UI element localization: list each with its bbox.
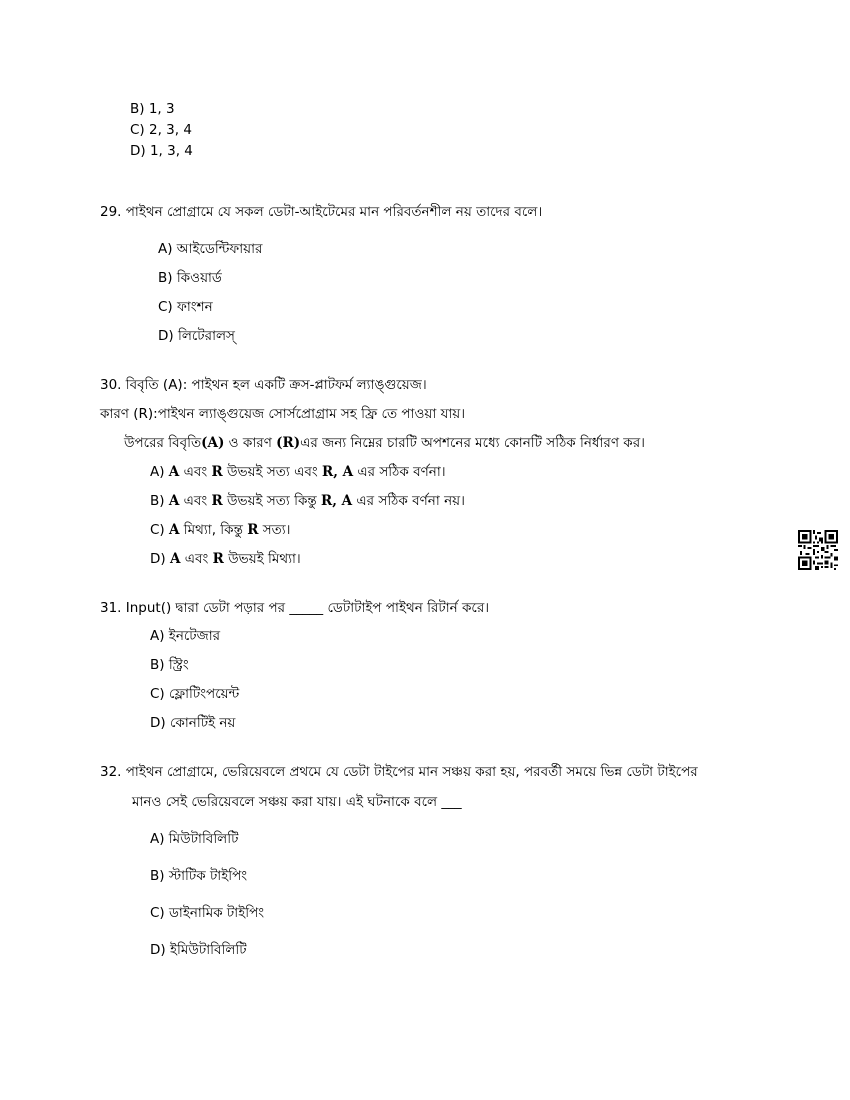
q31-option-d: D) কোনটিই নয়: [150, 715, 236, 731]
q30-instruction: উপরের বিবৃতি(A) ও কারণ (R)এর জন্য নিম্নের চারটি অপশনের মধ্যে কোনটি সঠিক নির্ধারণ কর।: [124, 435, 645, 451]
q28-option-c: C) 2, 3, 4: [130, 122, 192, 138]
q30-assertion: 30. বিবৃতি (A): পাইথন হল একটি ক্রস-প্লাটফর্ম ল্যাঙ্গুয়েজ।: [100, 377, 427, 393]
q30-option-c: C) A মিথ্যা, কিন্তু R সত্য।: [150, 522, 291, 538]
qr-code-icon: [798, 530, 838, 570]
q32-option-d: D) ইমিউটাবিলিটি: [150, 942, 247, 958]
q29-option-c: C) ফাংশন: [158, 299, 213, 315]
q31-stem: 31. Input() দ্বারা ডেটা পড়ার পর _____ ডেটাটাইপ পাইথন রিটার্ন করে।: [100, 600, 490, 616]
q31-option-b: B) স্ট্রিং: [150, 657, 189, 673]
q30-option-b: B) A এবং R উভয়ই সত্য কিন্তু R, A এর সঠিক বর্ণনা নয়।: [150, 493, 465, 509]
q31-option-c: C) ফ্লোটিংপয়েন্ট: [150, 686, 240, 702]
q32-option-b: B) স্টাটিক টাইপিং: [150, 868, 248, 884]
q28-option-b: B) 1, 3: [130, 101, 175, 117]
q29-option-b: B) কিওয়ার্ড: [158, 270, 222, 286]
q29-stem: 29. পাইথন প্রোগ্রামে যে সকল ডেটা-আইটেমের মান পরিবর্তনশীল নয় তাদের বলে।: [100, 204, 543, 220]
q29-option-a: A) আইডেন্টিফায়ার: [158, 241, 263, 257]
q28-option-d: D) 1, 3, 4: [130, 143, 193, 159]
q32-stem-line2: মানও সেই ভেরিয়েবলে সঞ্চয় করা যায়। এই ঘটনাকে বলে ___: [132, 794, 462, 810]
q32-option-c: C) ডাইনামিক টাইপিং: [150, 905, 265, 921]
q30-reason: কারণ (R):পাইথন ল্যাঙ্গুয়েজ সোর্সপ্রোগ্রাম সহ ফ্রি তে পাওয়া যায়।: [100, 406, 466, 422]
q32-stem-line1: 32. পাইথন প্রোগ্রামে, ভেরিয়েবলে প্রথমে যে ডেটা টাইপের মান সঞ্চয় করা হয়, পরবর্তী সময়ে ভিন্ন ডেটা টাইপের: [100, 764, 698, 780]
q31-option-a: A) ইনটেজার: [150, 628, 221, 644]
q30-option-a: A) A এবং R উভয়ই সত্য এবং R, A এর সঠিক বর্ণনা।: [150, 464, 446, 480]
q30-option-d: D) A এবং R উভয়ই মিথ্যা।: [150, 551, 301, 567]
q32-option-a: A) মিউটাবিলিটি: [150, 831, 239, 847]
q29-option-d: D) লিটেরালস্: [158, 328, 235, 344]
